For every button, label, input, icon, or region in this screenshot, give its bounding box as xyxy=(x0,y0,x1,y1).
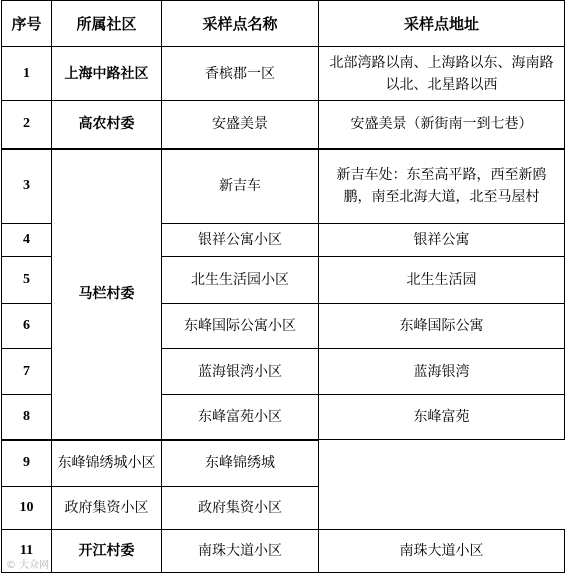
site-address-cell: 东峰国际公寓 xyxy=(319,304,565,349)
row-index: 3 xyxy=(2,149,52,224)
row-index: 2 xyxy=(2,101,52,149)
watermark-logo: © 大众网 xyxy=(6,560,50,571)
site-name-cell: 蓝海银湾小区 xyxy=(162,349,319,395)
header-site-address: 采样点地址 xyxy=(319,1,565,47)
site-address-cell: 蓝海银湾 xyxy=(319,349,565,395)
site-address-cell: 南珠大道小区 xyxy=(319,530,565,573)
site-name-cell: 政府集资小区 xyxy=(52,487,162,530)
header-site-name: 采样点名称 xyxy=(162,1,319,47)
row-index: 6 xyxy=(2,304,52,349)
site-address-cell: 安盛美景（新街南一到七巷） xyxy=(319,101,565,149)
header-index: 序号 xyxy=(2,1,52,47)
table-row xyxy=(2,440,565,487)
site-name-cell: 新吉车 xyxy=(162,149,319,224)
row-index: 4 xyxy=(2,224,52,257)
site-name-cell: 香槟郡一区 xyxy=(162,47,319,101)
site-address-cell: 北生生活园 xyxy=(319,257,565,304)
row-index: 9 xyxy=(2,440,52,487)
site-name-cell: 银祥公寓小区 xyxy=(162,224,319,257)
table-row xyxy=(2,47,565,101)
sampling-sites-table xyxy=(1,0,565,573)
community-cell: 马栏村委 xyxy=(52,149,162,440)
site-address-cell: 新吉车处：东至高平路，西至新鸥鹏，南至北海大道，北至马屋村 xyxy=(319,149,565,224)
site-address-cell: 东峰富苑 xyxy=(319,395,565,440)
site-name-cell: 南珠大道小区 xyxy=(162,530,319,573)
site-address-cell: 北部湾路以南、上海路以东、海南路以北、北星路以西 xyxy=(319,47,565,101)
site-address-cell: 银祥公寓 xyxy=(319,224,565,257)
community-cell: 高农村委 xyxy=(52,101,162,149)
row-index: 11 xyxy=(2,530,52,573)
row-index: 10 xyxy=(2,487,52,530)
table-row xyxy=(2,530,565,573)
site-name-cell: 北生生活园小区 xyxy=(162,257,319,304)
table-row xyxy=(2,149,565,224)
site-address-cell: 政府集资小区 xyxy=(162,487,319,530)
site-name-cell: 安盛美景 xyxy=(162,101,319,149)
table-row xyxy=(2,487,565,530)
site-name-cell: 东峰国际公寓小区 xyxy=(162,304,319,349)
community-cell: 开江村委 xyxy=(52,530,162,573)
site-name-cell: 东峰锦绣城小区 xyxy=(52,440,162,487)
community-cell: 上海中路社区 xyxy=(52,47,162,101)
table-header-row xyxy=(2,1,565,47)
site-address-cell: 东峰锦绣城 xyxy=(162,440,319,487)
table-row xyxy=(2,101,565,149)
row-index: 8 xyxy=(2,395,52,440)
row-index: 5 xyxy=(2,257,52,304)
row-index: 7 xyxy=(2,349,52,395)
row-index: 1 xyxy=(2,47,52,101)
header-community: 所属社区 xyxy=(52,1,162,47)
site-name-cell: 东峰富苑小区 xyxy=(162,395,319,440)
